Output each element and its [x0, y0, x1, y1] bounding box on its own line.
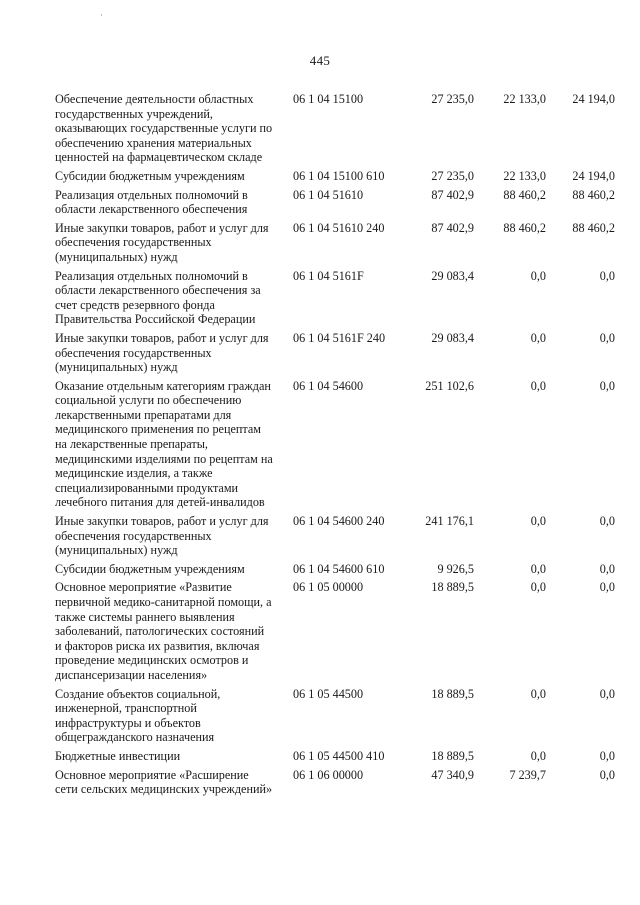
table-row — [55, 188, 615, 217]
row-value-3: 0,0 — [599, 268, 615, 283]
row-value-1: 18 889,5 — [431, 748, 474, 763]
row-code: 06 1 04 54600 — [293, 378, 364, 393]
row-value-2: 0,0 — [530, 686, 546, 701]
row-value-3: 0,0 — [599, 514, 615, 529]
table-row — [55, 92, 615, 165]
row-value-2: 0,0 — [530, 268, 546, 283]
table-row — [55, 687, 615, 745]
scan-speck — [101, 14, 102, 16]
row-code: 06 1 04 51610 240 — [293, 220, 385, 235]
row-value-3: 0,0 — [599, 378, 615, 393]
row-name: Иные закупки товаров, работ и услуг для обеспечения государственных (муниципальных) нужд — [55, 220, 269, 264]
row-code: 06 1 04 15100 — [293, 92, 364, 106]
row-name: Субсидии бюджетным учреждениям — [55, 561, 245, 576]
row-value-1: 9 926,5 — [437, 561, 474, 576]
row-value-2: 0,0 — [530, 378, 546, 393]
row-value-2: 88 460,2 — [503, 187, 546, 202]
table-row — [55, 331, 615, 375]
row-code: 06 1 05 00000 — [293, 580, 364, 595]
row-value-3: 0,0 — [599, 686, 615, 701]
row-value-3: 0,0 — [599, 767, 615, 782]
row-code: 06 1 04 5161F 240 — [293, 330, 386, 345]
row-value-2: 0,0 — [530, 514, 546, 529]
row-name: Основное мероприятие «Развитие первичной медико-санитарной помощи, а также системы раннего выявления заболеваний, патологических состояний и факторов риска их развития, включая проведение медицинских осмотров и диспансеризации населения» — [55, 580, 272, 682]
row-value-1: 87 402,9 — [431, 220, 474, 235]
table-row — [55, 169, 615, 184]
row-name: Реализация отдельных полномочий в области лекарственного обеспечения за счет средств резервного фонда Правительства Российской Федерации — [55, 268, 261, 327]
row-value-1: 87 402,9 — [431, 187, 474, 202]
row-name: Иные закупки товаров, работ и услуг для обеспечения государственных (муниципальных) нужд — [55, 330, 269, 375]
row-value-3: 0,0 — [599, 561, 615, 576]
row-code: 06 1 04 15100 610 — [293, 168, 385, 183]
row-value-2: 0,0 — [530, 748, 546, 763]
row-value-3: 24 194,0 — [572, 92, 615, 106]
row-code: 06 1 06 00000 — [293, 767, 364, 782]
row-name: Иные закупки товаров, работ и услуг для обеспечения государственных (муниципальных) нужд — [55, 514, 269, 558]
row-value-3: 0,0 — [599, 330, 615, 345]
row-value-3: 24 194,0 — [572, 168, 615, 183]
row-value-2: 7 239,7 — [509, 767, 546, 782]
table-row — [55, 768, 615, 797]
row-code: 06 1 04 54600 240 — [293, 514, 385, 529]
row-value-2: 0,0 — [530, 580, 546, 595]
table-row — [55, 749, 615, 764]
row-value-2: 0,0 — [530, 330, 546, 345]
row-value-1: 29 083,4 — [431, 330, 474, 345]
row-name: Субсидии бюджетным учреждениям — [55, 168, 245, 183]
row-name: Бюджетные инвестиции — [55, 748, 181, 763]
row-value-1: 47 340,9 — [431, 767, 474, 782]
row-code: 06 1 04 51610 — [293, 187, 364, 202]
row-value-1: 27 235,0 — [431, 92, 474, 106]
row-code: 06 1 05 44500 410 — [293, 748, 385, 763]
row-value-3: 0,0 — [599, 580, 615, 595]
row-value-3: 0,0 — [599, 748, 615, 763]
row-value-2: 22 133,0 — [503, 168, 546, 183]
row-value-1: 29 083,4 — [431, 268, 474, 283]
table-row — [55, 379, 615, 510]
row-value-2: 0,0 — [530, 561, 546, 576]
row-code: 06 1 05 44500 — [293, 686, 364, 701]
row-value-1: 18 889,5 — [431, 686, 474, 701]
row-value-3: 88 460,2 — [572, 220, 615, 235]
table-row — [55, 580, 615, 682]
row-name: Создание объектов социальной, инженерной, транспортной инфраструктуры и объектов общегражданского назначения — [55, 686, 221, 745]
table-row — [55, 221, 615, 265]
table-row — [55, 269, 615, 327]
row-value-2: 88 460,2 — [503, 220, 546, 235]
row-value-3: 88 460,2 — [572, 187, 615, 202]
row-value-1: 251 102,6 — [425, 378, 474, 393]
row-name: Основное мероприятие «Расширение сети сельских медицинских учреждений» — [55, 767, 273, 797]
row-value-2: 22 133,0 — [503, 92, 546, 106]
table-row — [55, 514, 615, 558]
row-value-1: 27 235,0 — [431, 168, 474, 183]
row-value-1: 241 176,1 — [425, 514, 474, 529]
row-name: Оказание отдельным категориям граждан социальной услуги по обеспечению лекарственными препаратами для медицинского применения по рецептам на лекарственные препараты, медицинскими изделиями по рецептам на медицинские изделия, а также специализированными продуктами лечебного питания для детей-инвалидов — [55, 378, 273, 510]
row-value-1: 18 889,5 — [431, 580, 474, 595]
row-name: Реализация отдельных полномочий в области лекарственного обеспечения — [55, 187, 248, 217]
row-code: 06 1 04 5161F — [293, 268, 364, 283]
page-number: 445 — [309, 53, 331, 68]
table-row — [55, 562, 615, 577]
budget-table — [55, 92, 615, 797]
row-name: Обеспечение деятельности областных государственных учреждений, оказывающих государственные услуги по обеспечению хранения материальных ценностей на фармацевтическом складе — [55, 92, 273, 165]
row-code: 06 1 04 54600 610 — [293, 561, 385, 576]
